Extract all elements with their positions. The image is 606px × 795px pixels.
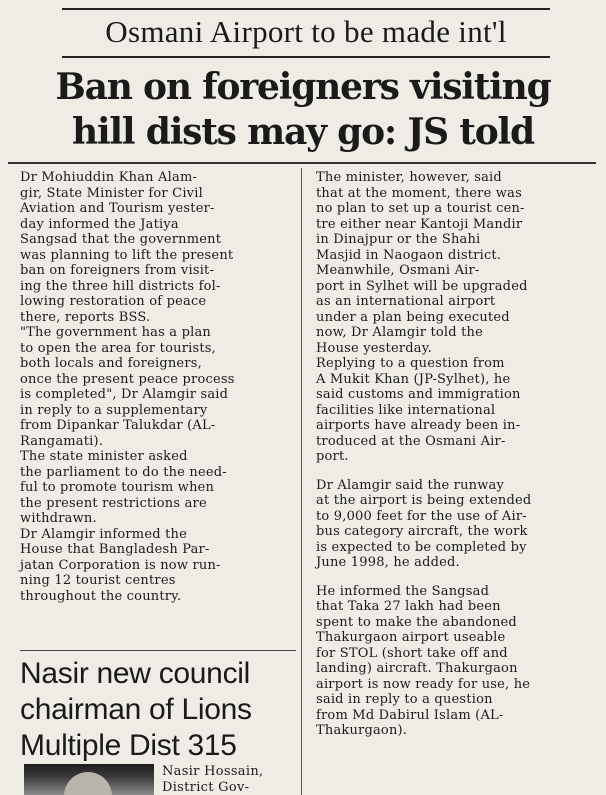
paragraph: The state minister asked the parliament to do the need- ful to promote tourism when the present restrictions are withdrawn. bbox=[20, 449, 227, 526]
second-story-headline: Nasir new council chairman of Lions Multiple Dist 315 bbox=[20, 657, 252, 762]
paragraph: He informed the Sangsad that Taka 27 lakh had been spent to make the abandoned Thakurgaon airport useable for STOL (short take off and landing) aircraft. Thakurgaon airport is now ready for use, he said in reply to a question from Md Dabirul Islam (AL- Thakurgaon). bbox=[316, 583, 531, 738]
headline-rule bbox=[8, 162, 596, 164]
left-column bbox=[20, 170, 296, 604]
portrait-photo bbox=[24, 764, 154, 795]
paragraph: "The government has a plan to open the area for tourists, both locals and foreigners, once the present peace process is completed", Dr Alamgir said in reply to a supplementary from Dipankar Talukdar (AL- Rangamati). bbox=[20, 325, 235, 449]
paragraph: The minister, however, said that at the moment, there was no plan to set up a tourist cen- tre either near Kantoji Mandir in Dinajpur or the Shahi Masjid in Naogaon district. bbox=[316, 170, 525, 263]
headline-line-2: hill dists may go: JS told bbox=[71, 111, 534, 153]
paragraph: Replying to a question from A Mukit Khan (JP-Sylhet), he said customs and immigration facilities like international airports have already been in- troduced at the Osmani Air- port. bbox=[316, 356, 521, 464]
second-story-rule bbox=[20, 650, 296, 651]
kicker-headline: Osmani Airport to be made int'l bbox=[105, 14, 507, 49]
paragraph: Dr Mohiuddin Khan Alam- gir, State Minister for Civil Aviation and Tourism yester- day informed the Jatiya Sangsad that the government was planning to lift the present ban on foreigners from visit- ing the three hill districts fol- lowing restoration of peace there, reports BSS. bbox=[20, 170, 234, 325]
paragraph: Meanwhile, Osmani Air- port in Sylhet will be upgraded as an international airport under a plan being executed now, Dr Alamgir told the House yesterday. bbox=[316, 263, 528, 356]
kicker-box bbox=[62, 8, 550, 58]
column-divider bbox=[301, 168, 302, 795]
paragraph: Dr Alamgir informed the House that Bangladesh Par- jatan Corporation is now run- ning 12 tourist centres throughout the country. bbox=[20, 526, 221, 604]
portrait-face bbox=[64, 772, 112, 795]
paragraph: Dr Alamgir said the runway at the airport is being extended to 9,000 feet for the use of Air- bus category aircraft, the work is expected to be completed by June 1998, he added. bbox=[316, 477, 532, 570]
right-column bbox=[316, 170, 592, 739]
headline-line-1: Ban on foreigners visiting bbox=[55, 66, 551, 108]
photo-caption: Nasir Hossain, District Gov- bbox=[162, 764, 264, 795]
